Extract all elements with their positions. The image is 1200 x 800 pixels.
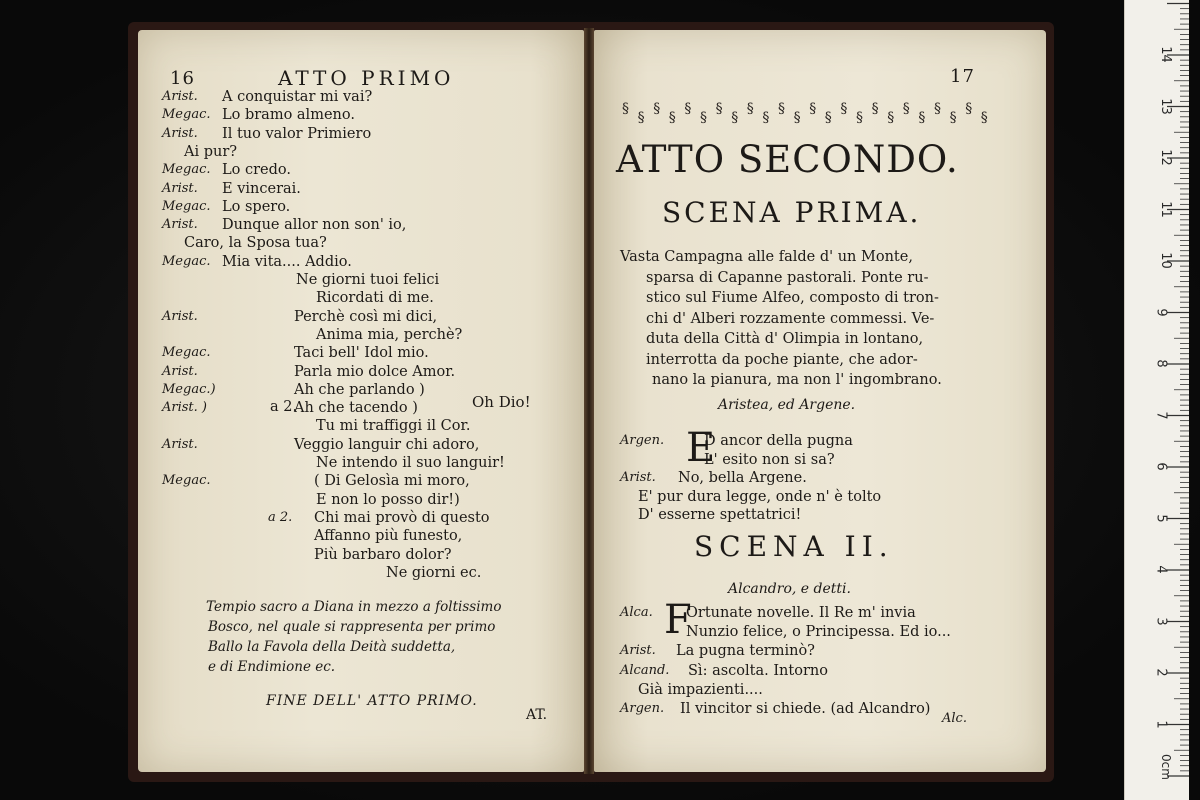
ruler-ticks xyxy=(1125,0,1189,800)
verse-line: Parla mio dolce Amor. xyxy=(294,363,456,380)
drop-capital: F xyxy=(664,597,692,643)
verse-line: Ricordati di me. xyxy=(316,290,434,307)
speaker-label: Arist. xyxy=(162,125,198,141)
ornament-glyph: § xyxy=(700,110,707,126)
verse-line: Anima mia, perchè? xyxy=(316,326,463,343)
speaker-label: Arist. xyxy=(162,436,198,452)
ruler-number: 5 xyxy=(1153,513,1169,523)
description-line: nano la pianura, ma non l' ingombrano. xyxy=(652,372,942,388)
speaker-label: Megac. xyxy=(162,345,211,361)
speaker-label: Argen. xyxy=(620,433,665,448)
dialogue-line: Il vincitor si chiede. (ad Alcandro) xyxy=(680,701,931,717)
verse-line: Lo bramo almeno. xyxy=(222,107,355,124)
ruler-number: 6 xyxy=(1153,462,1169,471)
ornament-glyph: § xyxy=(949,110,957,126)
dialogue-line: Nunzio felice, o Principessa. Ed io... xyxy=(686,624,951,641)
act-title: ATTO SECONDO. xyxy=(616,138,959,181)
ornament-glyph: § xyxy=(684,101,692,117)
verse-line: Ne intendo il suo languir! xyxy=(316,455,505,471)
dialogue-line: Ortunate novelle. Il Re m' invia xyxy=(686,605,916,621)
speaker-label: Megac. xyxy=(162,162,211,178)
verse-line: Veggio languir chi adoro, xyxy=(294,436,480,453)
dialogue-line: No, bella Argene. xyxy=(678,470,807,486)
left-page-number: 16 xyxy=(170,68,195,89)
note-line: Bosco, nel quale si rappresenta per primo xyxy=(208,619,496,635)
verse-line: Caro, la Sposa tua? xyxy=(184,235,327,252)
ruler-unit-label: 0cm xyxy=(1158,754,1173,780)
verse-line: A conquistar mi vai? xyxy=(222,89,373,105)
ornament-glyph: § xyxy=(965,101,973,117)
ruler-number: 10 xyxy=(1157,252,1173,269)
ornament-glyph: § xyxy=(840,101,848,117)
ornament-glyph: § xyxy=(637,110,645,126)
speaker-label: Megac. xyxy=(162,198,211,214)
description-line: interrotta da poche piante, che ador- xyxy=(646,351,918,368)
ruler-number: 13 xyxy=(1157,97,1173,115)
verse-line: Ai pur? xyxy=(184,143,238,160)
speaker-label: Arist. xyxy=(620,643,656,659)
verse-line: Dunque allor non son' io, xyxy=(222,217,407,234)
speaker-label: Alcand. xyxy=(620,662,670,678)
ornament-glyph: § xyxy=(793,110,801,126)
ornament-glyph: § xyxy=(731,110,739,126)
ruler-number: 14 xyxy=(1157,46,1173,63)
book-gutter xyxy=(584,28,594,774)
ornament-glyph: § xyxy=(856,110,863,126)
description-line: chi d' Alberi rozzamente commessi. Ve- xyxy=(646,310,935,327)
dialogue-line: L' esito non si sa? xyxy=(704,451,835,468)
description-line: duta della Città d' Olimpia in lontano, xyxy=(646,331,924,347)
verse-line: Lo credo. xyxy=(222,162,291,179)
dialogue-line: E' pur dura legge, onde n' è tolto xyxy=(638,488,882,505)
description-line: Vasta Campagna alle falde d' un Monte, xyxy=(620,249,913,265)
scene-one-title: SCENA PRIMA. xyxy=(662,196,922,229)
speaker-label: Megac. xyxy=(162,107,211,123)
ruler-number: 3 xyxy=(1153,616,1169,626)
verse-line: E non lo posso dir!) xyxy=(316,491,460,508)
speaker-label: Arist. xyxy=(162,180,198,196)
ruler-number: 4 xyxy=(1153,565,1169,574)
verse-line: Chi mai provò di questo xyxy=(314,509,490,526)
ornament-glyph: § xyxy=(778,101,785,117)
description-line: stico sul Fiume Alfeo, composto di tron- xyxy=(646,290,939,306)
verse-line: E vincerai. xyxy=(222,180,301,197)
dialogue-line: D' esserne spettatrici! xyxy=(638,507,802,523)
fine-atto-primo: FINE DELL' ATTO PRIMO. xyxy=(266,693,478,709)
dialogue-line: Sì: ascolta. Intorno xyxy=(688,662,828,679)
verse-line: Tu mi traffiggi il Cor. xyxy=(316,418,471,435)
speaker-label: Alca. xyxy=(620,605,653,620)
speaker-label: a 2. xyxy=(268,509,293,525)
speaker-label: Megac. xyxy=(162,473,211,489)
right-page xyxy=(594,30,1046,772)
left-page xyxy=(138,30,584,772)
verse-line: Più barbaro dolor? xyxy=(314,546,452,563)
dialogue-line: D ancor della pugna xyxy=(704,433,853,449)
ruler-number: 2 xyxy=(1153,668,1169,677)
measuring-ruler xyxy=(1124,0,1189,800)
ornament-glyph: § xyxy=(809,101,817,117)
speaker-label: Arist. xyxy=(620,470,656,485)
left-catchword: AT. xyxy=(526,707,548,723)
verse-line: Affanno più funesto, xyxy=(314,528,463,545)
verse-line: Mia vita.... Addio. xyxy=(222,253,352,270)
oh-dio-aside: Oh Dio! xyxy=(472,393,531,411)
ruler-number: 7 xyxy=(1153,410,1169,420)
a2-mark: a 2. xyxy=(270,399,298,415)
ornament-glyph: § xyxy=(622,101,629,117)
verse-line: ( Di Gelosìa mi moro, xyxy=(314,473,470,490)
speaker-label: Megac. xyxy=(162,253,211,269)
verse-line: Perchè così mi dici, xyxy=(294,308,438,325)
ornament-glyph: § xyxy=(918,110,926,126)
description-line: sparsa di Capanne pastorali. Ponte ru- xyxy=(646,269,929,286)
speaker-label: Arist. xyxy=(162,308,198,324)
ornament-glyph: § xyxy=(668,110,676,126)
note-line: Tempio sacro a Diana in mezzo a foltissimo xyxy=(206,599,502,615)
ornament-glyph: § xyxy=(653,101,661,117)
speaker-label: Arist. ) xyxy=(162,400,207,416)
verse-line: Taci bell' Idol mio. xyxy=(294,345,429,362)
right-page-number: 17 xyxy=(950,66,975,87)
ruler-number: 1 xyxy=(1153,719,1169,729)
speaker-label: Arist. xyxy=(162,363,198,379)
ornament-glyph: § xyxy=(762,110,770,126)
ornament-glyph: § xyxy=(887,110,895,126)
scene-two-title: SCENA II. xyxy=(694,530,894,563)
dialogue-line: La pugna terminò? xyxy=(676,643,815,660)
ornament-glyph: § xyxy=(980,110,988,126)
verse-line: Ah che parlando ) xyxy=(294,381,425,398)
ornament-glyph: § xyxy=(746,101,754,117)
note-line: e di Endimione ec. xyxy=(208,659,336,675)
verse-line: Ne giorni tuoi felici xyxy=(296,272,440,288)
ruler-number: 9 xyxy=(1153,307,1169,317)
left-running-head: ATTO PRIMO xyxy=(278,66,455,90)
speaker-label: Arist. xyxy=(162,217,198,233)
right-catchword: Alc. xyxy=(942,711,967,726)
ornament-glyph: § xyxy=(824,110,832,126)
open-book xyxy=(128,22,1054,782)
ornament-glyph: § xyxy=(871,101,879,117)
verse-line: Ah che tacendo ) xyxy=(294,400,418,417)
speaker-label: Arist. xyxy=(162,89,198,104)
verse-line: Il tuo valor Primiero xyxy=(222,125,372,142)
verse-line: Ne giorni ec. xyxy=(386,564,482,581)
dialogue-line: Già impazienti.... xyxy=(638,681,763,698)
speaker-label: Argen. xyxy=(620,701,665,716)
ornament-glyph: § xyxy=(715,101,723,117)
drop-capital: E xyxy=(686,425,716,471)
ruler-number: 12 xyxy=(1157,149,1173,166)
characters-scene-two: Alcandro, e detti. xyxy=(728,581,851,597)
verse-line: Lo spero. xyxy=(222,198,291,215)
ornament-band xyxy=(620,100,998,126)
ornament-glyph: § xyxy=(934,101,941,117)
ornament-glyph: § xyxy=(902,101,910,117)
note-line: Ballo la Favola della Deità suddetta, xyxy=(208,639,456,655)
ruler-number: 8 xyxy=(1153,359,1169,368)
speaker-label: Megac.) xyxy=(162,381,216,397)
characters-scene-one: Aristea, ed Argene. xyxy=(718,397,856,413)
ruler-number: 11 xyxy=(1157,200,1173,218)
